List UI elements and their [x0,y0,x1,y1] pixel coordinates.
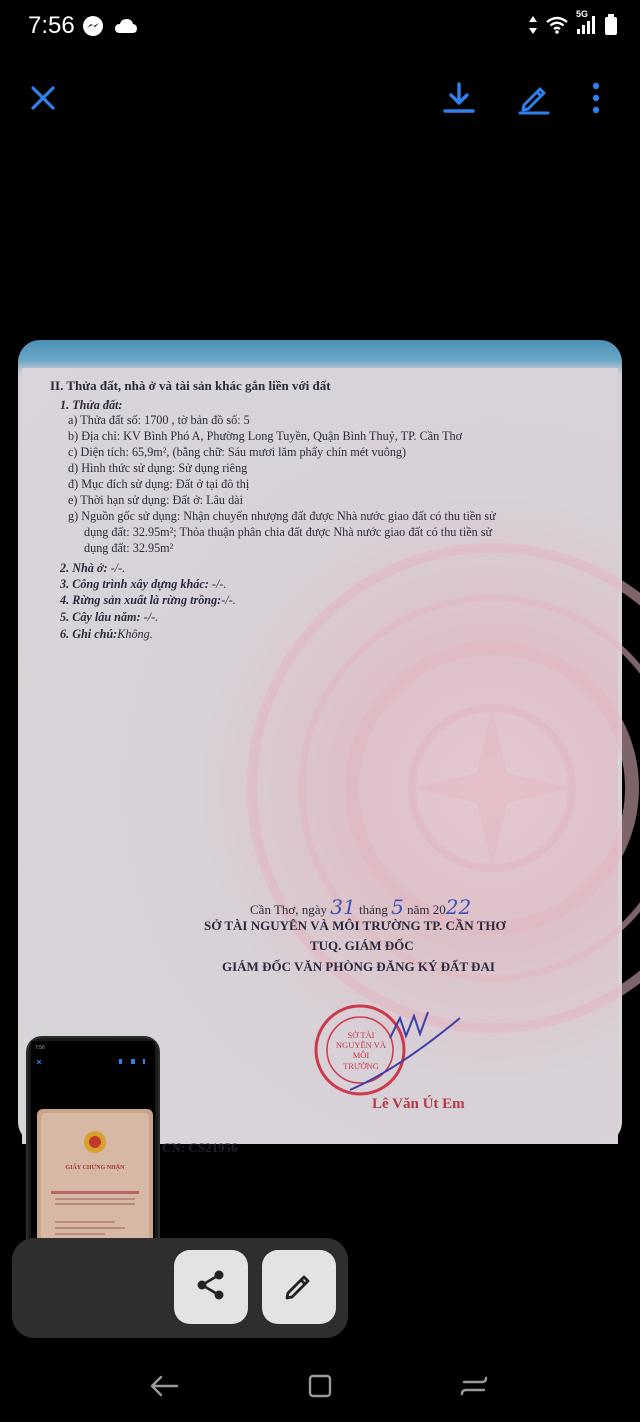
item-3-value: -/-. [211,577,227,591]
item-5-value: -/-. [143,610,159,624]
item-6-label: 6. Ghi chú: [60,627,118,641]
line-b: b) Địa chỉ: KV Bình Phó A, Phường Long Tuyền, Quận Bình Thuỷ, TP. Cần Thơ [68,429,463,443]
signal-5g-icon [576,9,596,40]
close-icon [30,85,56,116]
document-paper [22,368,618,1155]
tuq-line: TUQ. GIÁM ĐỐC [310,938,414,953]
close-button[interactable] [23,80,63,120]
item-4-value: -/-. [221,593,236,607]
date-line [250,894,471,920]
item-2 [60,561,125,577]
share-icon [194,1268,228,1307]
share-button[interactable] [174,1250,248,1324]
item-4 [60,593,236,609]
org-line: SỞ TÀI NGUYÊN VÀ MÔI TRƯỜNG TP. CẦN THƠ [204,918,506,933]
item-3 [60,577,226,593]
more-options-button[interactable] [576,80,616,120]
line-g1: g) Nguồn gốc sử dụng: Nhận chuyển nhượng đất được Nhà nước giao đất có thu tiền sử [68,509,496,523]
thumbnail-title: GIẤY CHỨNG NHẬN [65,1165,125,1171]
status-left-icons [82,15,138,42]
date-year: 22 [445,895,472,919]
home-icon [308,1374,332,1403]
pen-icon [517,81,551,120]
top-toolbar [0,70,640,130]
document-photo[interactable] [18,340,622,1155]
svg-text:7:56: 7:56 [35,1045,45,1051]
back-button[interactable] [144,1368,184,1408]
wifi-icon [546,16,568,39]
download-icon [442,81,476,120]
status-right-icons [528,9,618,41]
back-icon [149,1374,179,1403]
item-5-label: 5. Cây lâu năm: [60,610,141,624]
item-2-value: -/-. [110,561,126,575]
date-day: 31 [330,895,356,919]
edit-button[interactable] [514,80,554,120]
recents-button[interactable] [454,1368,494,1408]
stamp-text: SỞ TÀI NGUYÊN VÀ MÔI TRƯỜNG [335,1030,387,1071]
section-title: II. Thửa đất, nhà ở và tài sản khác gắn liền với đất [50,378,331,393]
item-4-label: 4. Rừng sản xuất là rừng trồng: [60,593,222,607]
data-arrows-icon [528,15,538,40]
edit-screenshot-button[interactable] [262,1250,336,1324]
status-bar [0,0,640,56]
date-prefix: Cần Thơ, ngày [250,902,328,917]
item-3-label: 3. Công trình xây dựng khác: [60,577,209,591]
recents-icon [460,1374,488,1403]
pencil-icon [283,1269,315,1306]
messenger-icon [82,15,104,42]
cloud-icon [114,17,138,40]
item-6-value: Không. [117,627,153,641]
download-button[interactable] [439,80,479,120]
status-time: 7:56 [28,12,75,39]
line-g3: dụng đất: 32.95m² [84,541,174,555]
screenshot-action-bar [12,1238,348,1338]
more-vertical-icon [591,82,601,119]
item-2-label: 2. Nhà ở: [60,561,108,575]
line-a: a) Thửa đất số: 1700 , tờ bản đồ số: 5 [68,413,250,427]
battery-icon [604,14,618,41]
network-label: 5G [576,9,589,19]
line-d: d) Hình thức sử dụng: Sử dụng riêng [68,461,248,475]
line-c: c) Diện tích: 65,9m², (bằng chữ: Sáu mươi lăm phẩy chín mét vuông) [68,445,407,459]
item-5 [60,610,158,626]
date-year-label: năm 20 [407,902,446,917]
line-dd: đ) Mục đích sử dụng: Đất ở tại đô thị [68,477,250,491]
office-line: GIÁM ĐỐC VĂN PHÒNG ĐĂNG KÝ ĐẤT ĐAI [222,959,495,974]
line-g2: dụng đất: 32.95m²; Thỏa thuận phân chia đất được Nhà nước giao đất có thu tiền sử [84,525,493,539]
date-month: 5 [391,895,404,919]
date-month-label: tháng [359,902,388,917]
item-6 [60,627,153,643]
signer-name: Lê Văn Út Em [372,1096,465,1112]
certificate-number: CN: CS21956 [162,1140,238,1155]
line-e: e) Thời hạn sử dụng: Đất ở: Lâu dài [68,493,243,507]
navigation-bar [0,1352,640,1422]
item-1-title: 1. Thửa đất: [60,398,123,412]
home-button[interactable] [300,1368,340,1408]
